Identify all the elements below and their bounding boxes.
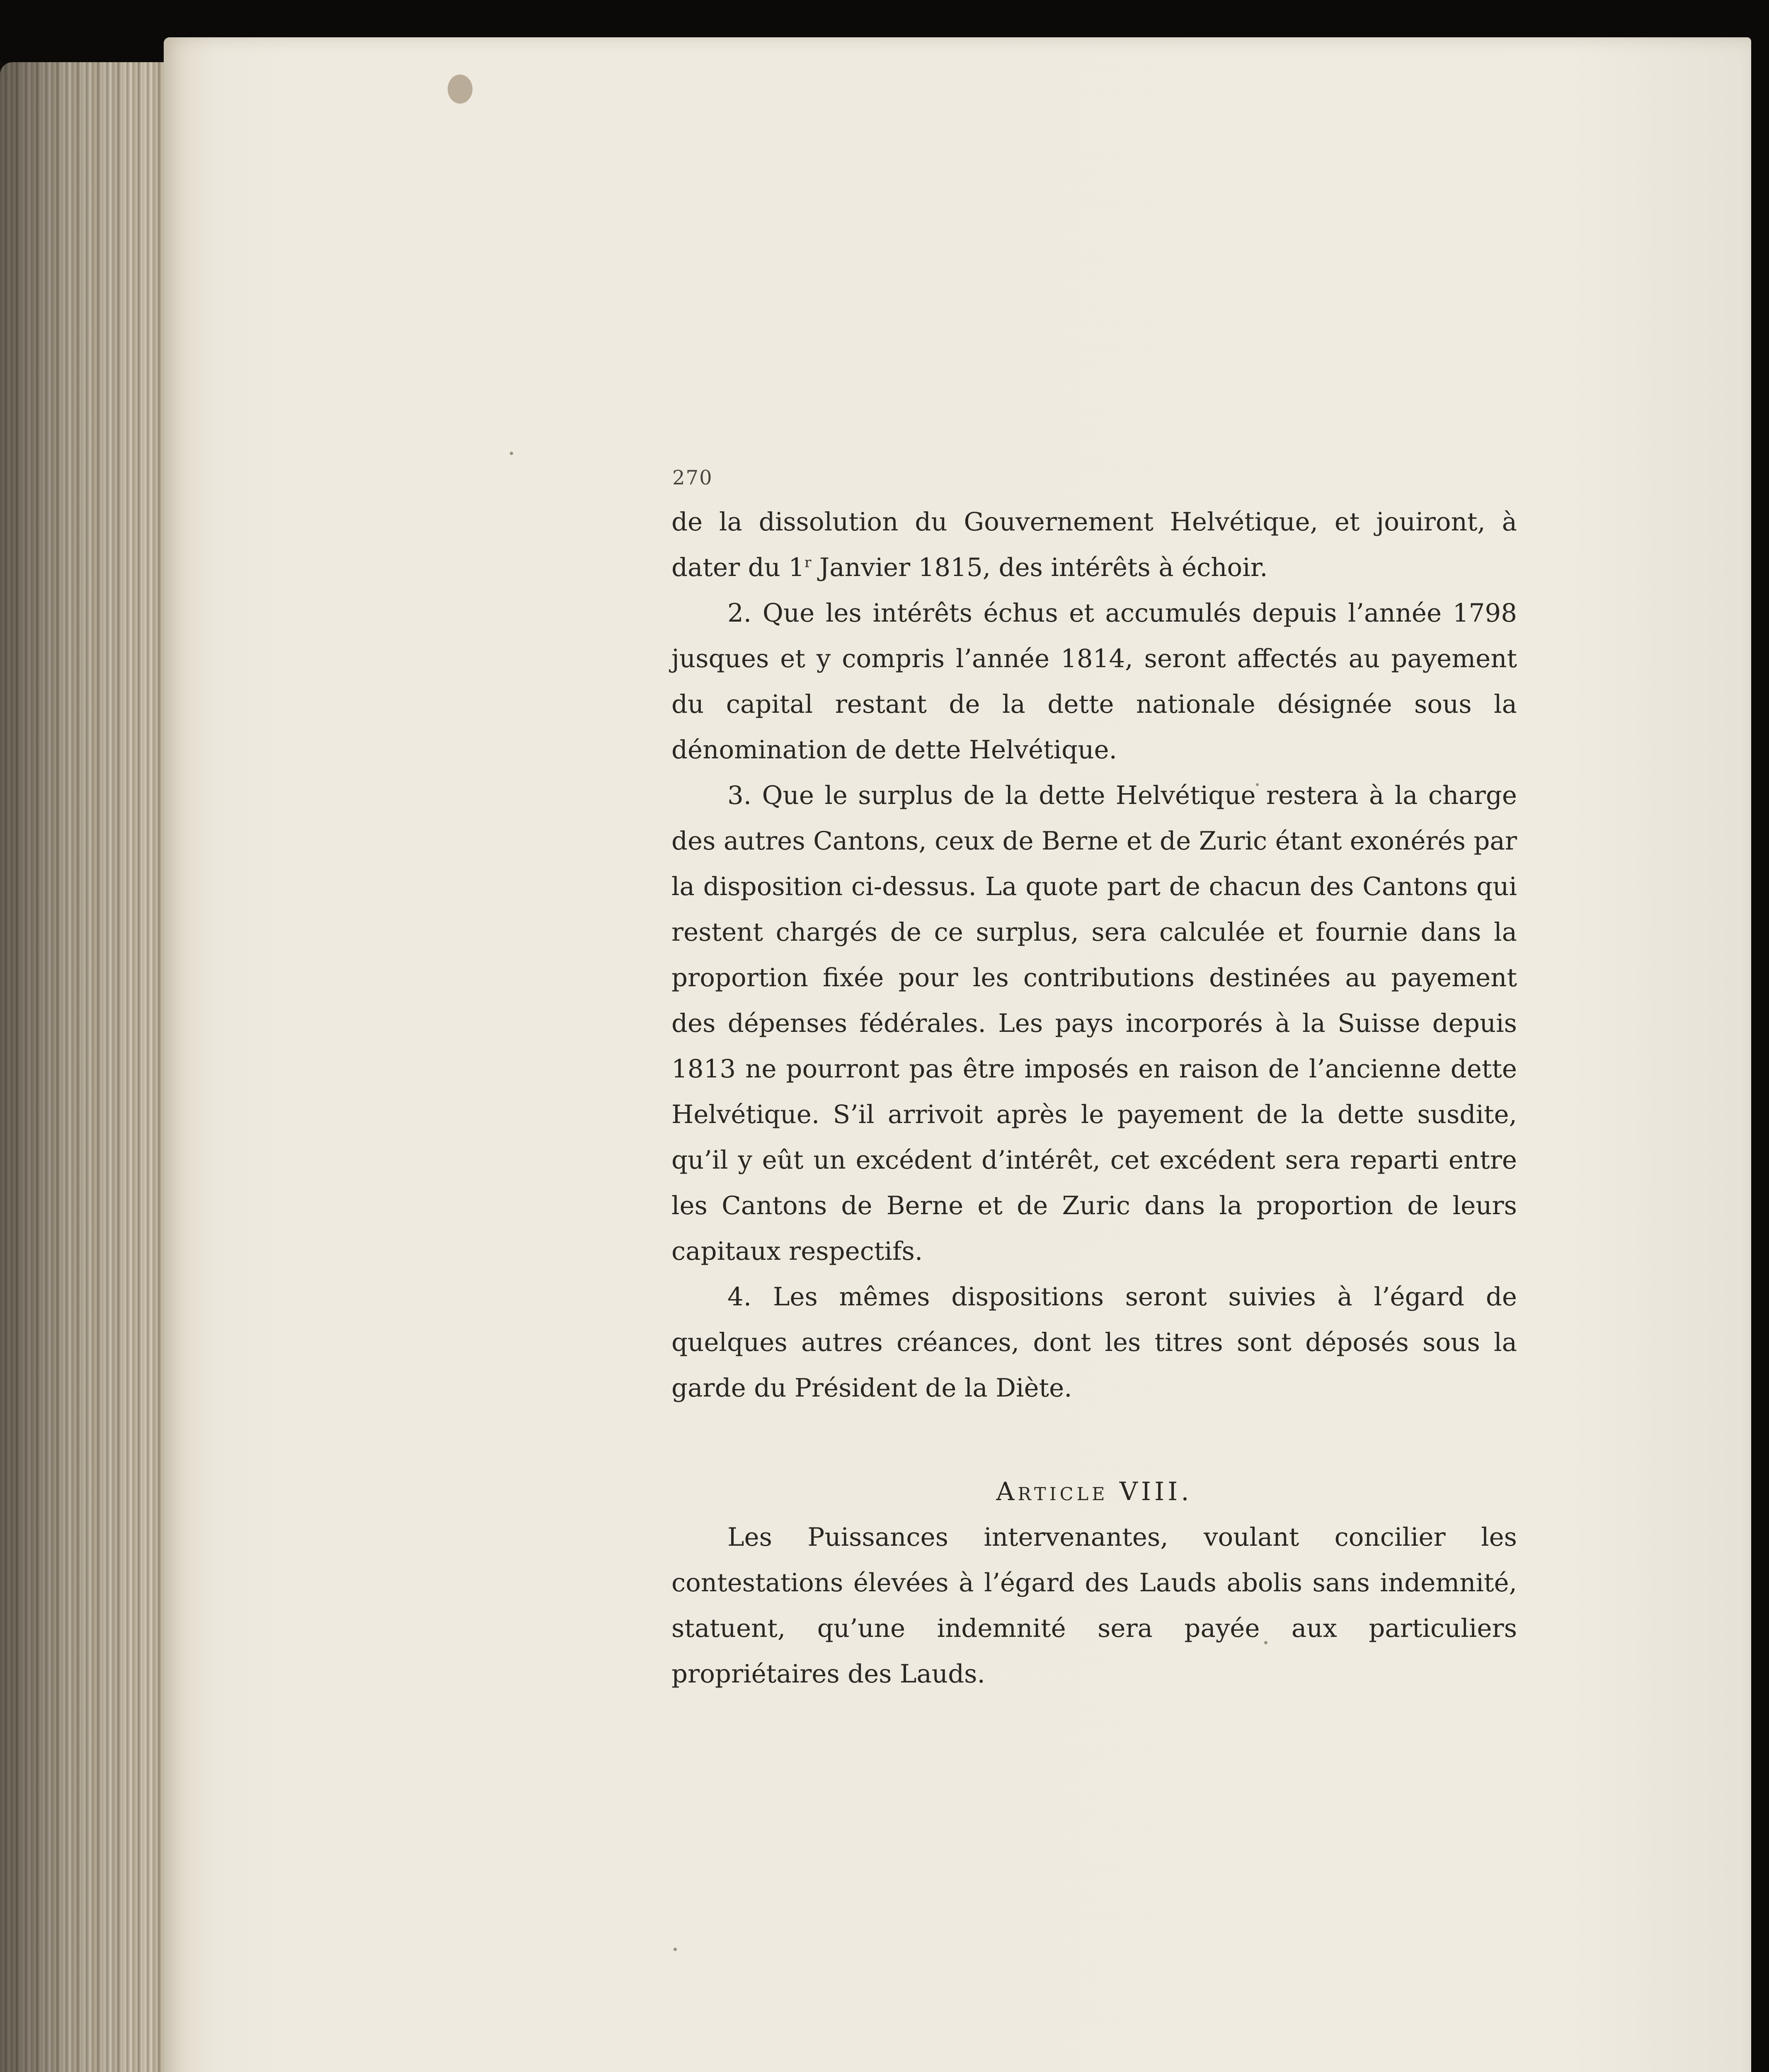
- page-number: 270: [672, 466, 713, 489]
- article-text: Les Puissances intervenantes, voulant concilier les contestations élevées à l’égard des Lauds abolis sans indemnité, statuent, qu’une indemnité sera payée aux particuliers propriétaires des Lauds.: [671, 1523, 1517, 1689]
- ordinal-superscript: r: [805, 554, 812, 571]
- paragraph-1-rest: Janvier 1815, des intérêts à échoir.: [811, 553, 1268, 582]
- paragraph-3: 3. Que le surplus de la dette Helvétique restera à la charge des autres Cantons, ceux de Berne et de Zuric étant exonérés par la disposition ci-dessus. La quote part de chacun des Cantons qui restent chargés de ce surplus, sera calculée et fournie dans la proportion fixée pour les contributions destinées au payement des dépenses fédérales. Les pays incorporés à la Suisse depuis 1813 ne pourront pas être imposés en raison de l’ancienne dette Helvétique. S’il arrivoit après le payement de la dette susdite, qu’il y eût un excédent d’intérêt, cet excédent sera reparti entre les Cantons de Berne et de Zuric dans la proportion de leurs capitaux respectifs.: [671, 781, 1517, 1266]
- paper-speck: [674, 1948, 677, 1951]
- paragraph-4: 4. Les mêmes dispositions seront suivies à l’égard de quelques autres créances, dont les titres sont déposés sous la garde du Président de la Diète.: [671, 1282, 1517, 1403]
- page-stack-shadow: [0, 62, 174, 2072]
- body-text: [671, 460, 1517, 1697]
- paragraph-1-text: de la dissolution du Gouvernement Helvétique, et jouiront, à dater du 1: [671, 507, 1517, 582]
- paragraph-1: [671, 499, 1517, 591]
- paragraph-2: 2. Que les intérêts échus et accumulés depuis l’année 1798 jusques et y compris l’année 1814, seront affectés au payement du capital restant de la dette nationale désignée sous la dénomination de dette Helvétique.: [671, 598, 1517, 765]
- paper-speck: [448, 75, 473, 104]
- article-heading: Article VIII.: [996, 1477, 1192, 1506]
- paper-speck: [510, 452, 513, 455]
